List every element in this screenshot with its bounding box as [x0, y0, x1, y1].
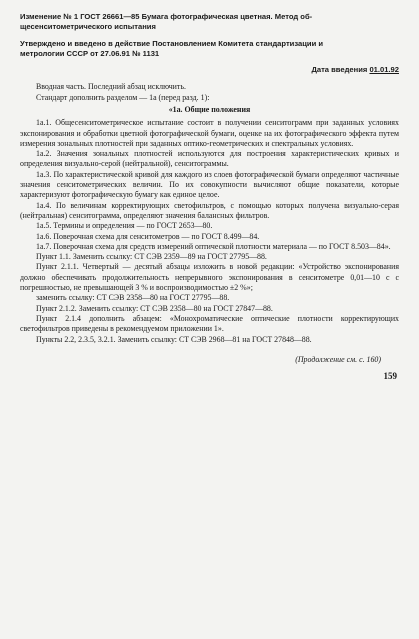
- continuation-note: (Продолжение см. с. 160): [295, 354, 381, 364]
- amendment-title-line-2: щесенситометрического испытания: [20, 21, 156, 31]
- paragraph-point-2-1-1: Пункт 2.1.1. Четвертый — десятый абзацы изложить в новой редакции: «Устройство экспонирования должно обеспечивать продолжительность непрерывного экспонирования в сенситометре 0,01—10 с с погрешностью, не превышающей 3 % и воспроизводимостью ±2 %»;: [20, 262, 399, 293]
- paragraph-intro: Вводная часть. Последний абзац исключить.: [36, 82, 186, 92]
- paragraph-1a2: 1а.2. Значения зональных плотностей используются для построения характеристических кривых и определения визуально-серой (нейтральной), сенситограммы.: [20, 149, 399, 169]
- paragraph-1a6: 1а.6. Поверочная схема для сенситометров — по ГОСТ 8.499—84.: [36, 231, 260, 241]
- paragraph-point-1-1: Пункт 1.1. Заменить ссылку: СТ СЭВ 2359—89 на ГОСТ 27795—88.: [36, 252, 267, 262]
- amendment-title-line-1: Изменение № 1 ГОСТ 26661—85 Бумага фотографическая цветная. Метод об-: [20, 12, 313, 21]
- paragraph-point-2-1-4: Пункт 2.1.4 дополнить абзацем: «Монохроматические оптические плотности корректирующих светофильтров приведены в рекомендуемом приложении 1».: [20, 313, 399, 334]
- paragraph-replace-ref: заменить ссылку: СТ СЭВ 2358—80 на ГОСТ 27795—88.: [36, 293, 230, 303]
- effective-date: [20, 65, 399, 74]
- paragraph-point-2-1-2: Пункт 2.1.2. Заменить ссылку: СТ СЭВ 2358—80 на ГОСТ 27847—88.: [36, 303, 273, 313]
- paragraph-1a7: 1а.7. Поверочная схема для средств измерений оптической плотности материала — по ГОСТ 8.503—84».: [36, 241, 391, 251]
- paragraph-1a5: 1а.5. Термины и определения — по ГОСТ 2653—80.: [36, 221, 213, 231]
- paragraph-1a4: 1а.4. По величинам корректирующих светофильтров, с помощью которых получена визуально-серая (нейтральная) сенситограмма, определяют значения балансных фильтров.: [20, 200, 399, 220]
- paragraph-supplement: Стандарт дополнить разделом — 1а (перед разд. 1):: [36, 92, 210, 102]
- approval-line-1: Утверждено и введено в действие Постановлением Комитета стандартизации и: [20, 39, 324, 49]
- effective-date-value: 01.01.92: [369, 65, 399, 75]
- approval-line-2: метрологии СССР от 27.06.91 № 1131: [20, 48, 160, 58]
- effective-date-label: Дата введения: [311, 65, 368, 75]
- paragraph-1a1: 1а.1. Общесенситометрическое испытание состоит в получении сенситограмм при заданных условиях экспонирования и обработки цветной фотографической бумаги, оценке на их фотографического эффекта путем измерения зональных плотностей при заданных оптико-геометрических и спектральных условиях.: [20, 118, 399, 148]
- section-heading: «1а. Общие положения: [168, 104, 251, 114]
- paragraph-1a3: 1а.3. По характеристической кривой для каждого из слоев фотографической бумаги определяют частичные значения сенситометрических величин. По их совокупности вычисляют общие показатели, которые характеризуют фотографическую бумагу как единое целое.: [20, 169, 399, 200]
- page-number: 159: [383, 371, 397, 382]
- paragraph-points-2-2: Пункты 2.2, 2.3.5, 3.2.1. Заменить ссылку: СТ СЭВ 2968—81 на ГОСТ 27848—88.: [36, 334, 312, 344]
